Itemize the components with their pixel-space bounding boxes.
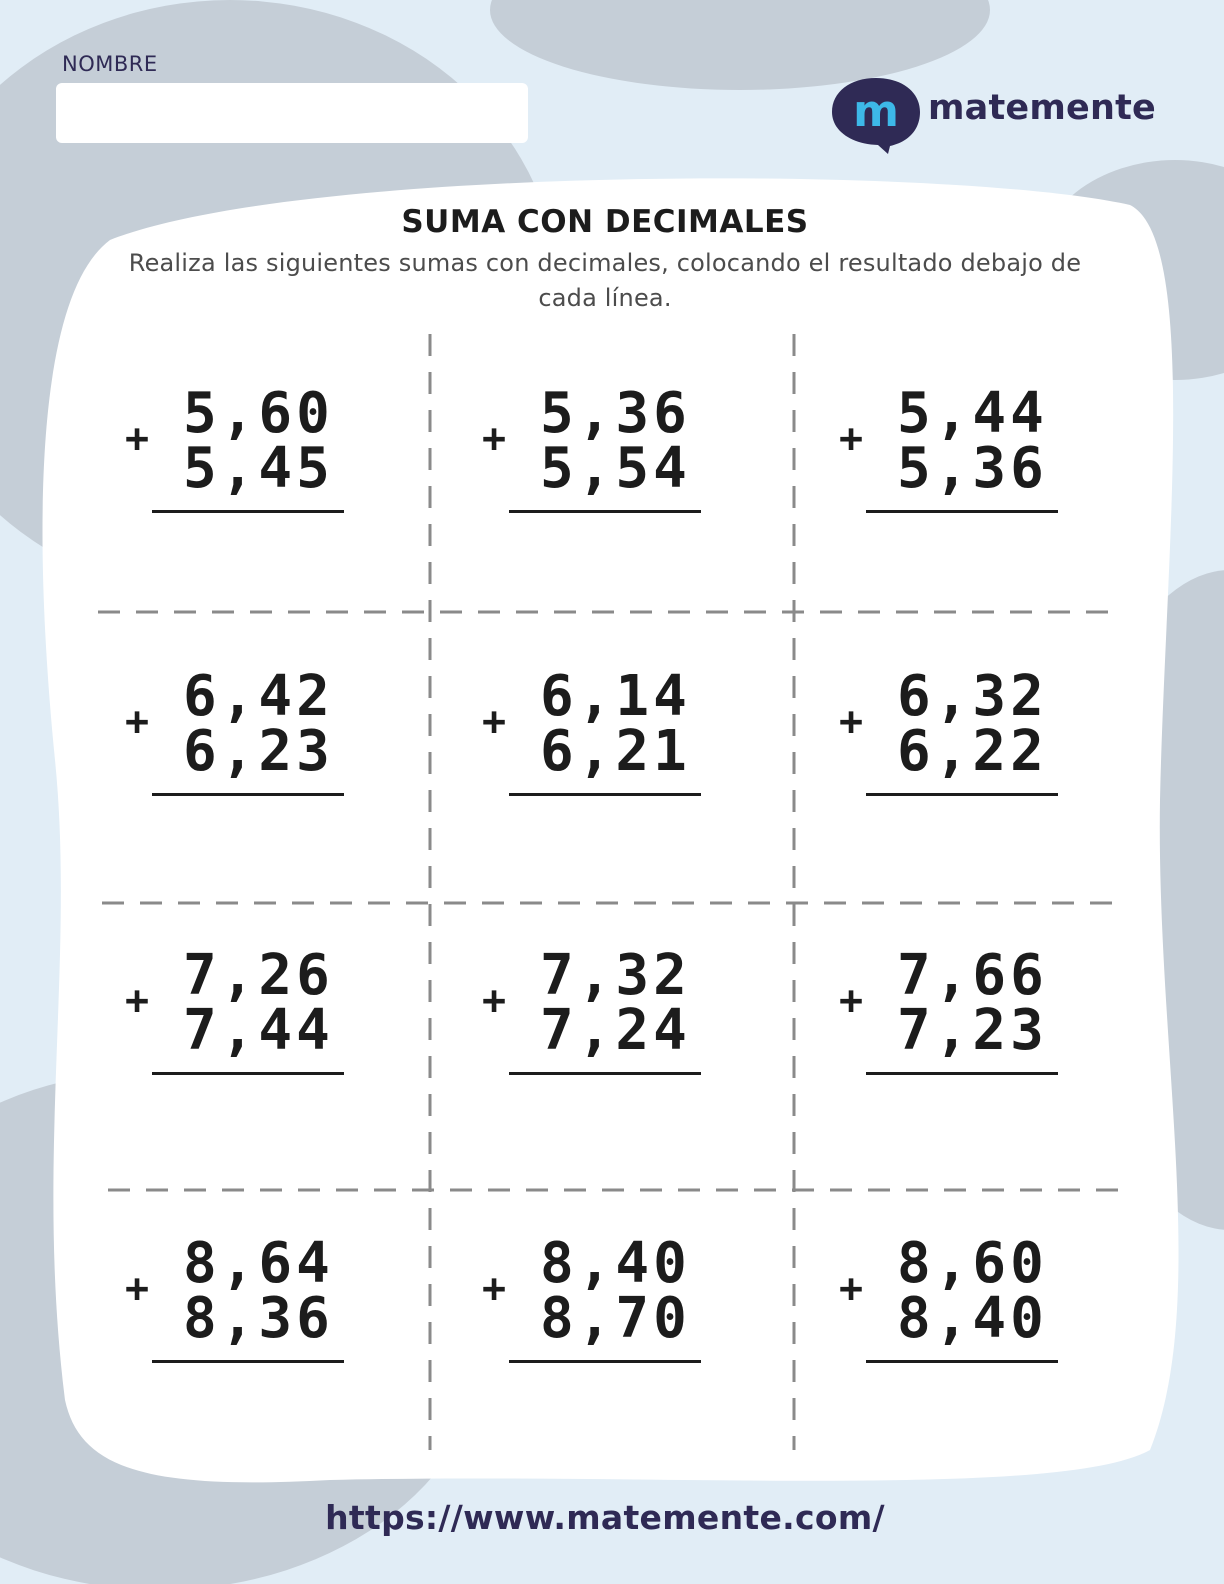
problem-5: [482, 664, 742, 829]
problem-7: [125, 943, 385, 1108]
addend-top: 8,60: [897, 1231, 1048, 1296]
answer-line[interactable]: [152, 510, 344, 513]
problem-6: [839, 664, 1099, 829]
problem-10: [125, 1231, 385, 1396]
answer-line[interactable]: [152, 1360, 344, 1363]
addend-top: 7,32: [540, 943, 691, 1008]
plus-sign: +: [125, 699, 150, 745]
plus-sign: +: [482, 416, 507, 462]
page-title: SUMA CON DECIMALES: [401, 204, 809, 240]
problem-3: [839, 381, 1099, 546]
logo-text: matemente: [928, 88, 1156, 128]
addend-top: 6,14: [540, 664, 691, 729]
addend-top: 6,42: [183, 664, 334, 729]
addend-bottom: 5,36: [897, 436, 1048, 501]
addend-bottom: 6,23: [183, 719, 334, 784]
addend-bottom: 7,23: [897, 998, 1048, 1063]
plus-sign: +: [482, 699, 507, 745]
problem-8: [482, 943, 742, 1108]
answer-line[interactable]: [866, 1360, 1058, 1363]
addend-bottom: 5,45: [183, 436, 334, 501]
addend-bottom: 8,40: [897, 1286, 1048, 1351]
addend-bottom: 8,70: [540, 1286, 691, 1351]
addend-bottom: 8,36: [183, 1286, 334, 1351]
addend-bottom: 6,22: [897, 719, 1048, 784]
answer-line[interactable]: [866, 510, 1058, 513]
answer-line[interactable]: [152, 1072, 344, 1075]
plus-sign: +: [125, 416, 150, 462]
answer-line[interactable]: [509, 793, 701, 796]
answer-line[interactable]: [866, 793, 1058, 796]
addend-top: 8,64: [183, 1231, 334, 1296]
addend-top: 7,66: [897, 943, 1048, 1008]
addend-bottom: 7,44: [183, 998, 334, 1063]
plus-sign: +: [839, 416, 864, 462]
problem-4: [125, 664, 385, 829]
name-label: NOMBRE: [62, 52, 158, 76]
plus-sign: +: [839, 978, 864, 1024]
plus-sign: +: [482, 978, 507, 1024]
answer-line[interactable]: [509, 510, 701, 513]
website-link[interactable]: https://www.matemente.com/: [325, 1498, 885, 1537]
problem-1: [125, 381, 385, 546]
plus-sign: +: [839, 699, 864, 745]
plus-sign: +: [125, 1266, 150, 1312]
addend-top: 5,44: [897, 381, 1048, 446]
problem-9: [839, 943, 1099, 1108]
addend-top: 8,40: [540, 1231, 691, 1296]
addend-bottom: 6,21: [540, 719, 691, 784]
answer-line[interactable]: [866, 1072, 1058, 1075]
plus-sign: +: [482, 1266, 507, 1312]
answer-line[interactable]: [152, 793, 344, 796]
plus-sign: +: [839, 1266, 864, 1312]
addend-bottom: 5,54: [540, 436, 691, 501]
problem-12: [839, 1231, 1099, 1396]
addend-top: 5,36: [540, 381, 691, 446]
plus-sign: +: [125, 978, 150, 1024]
problem-2: [482, 381, 742, 546]
logo-letter: m: [853, 86, 899, 137]
answer-line[interactable]: [509, 1360, 701, 1363]
problem-11: [482, 1231, 742, 1396]
answer-line[interactable]: [509, 1072, 701, 1075]
instructions: Realiza las siguientes sumas con decimales, colocando el resultado debajo de cada línea.: [128, 249, 1082, 312]
addend-top: 5,60: [183, 381, 334, 446]
addend-top: 6,32: [897, 664, 1048, 729]
addend-top: 7,26: [183, 943, 334, 1008]
addend-bottom: 7,24: [540, 998, 691, 1063]
